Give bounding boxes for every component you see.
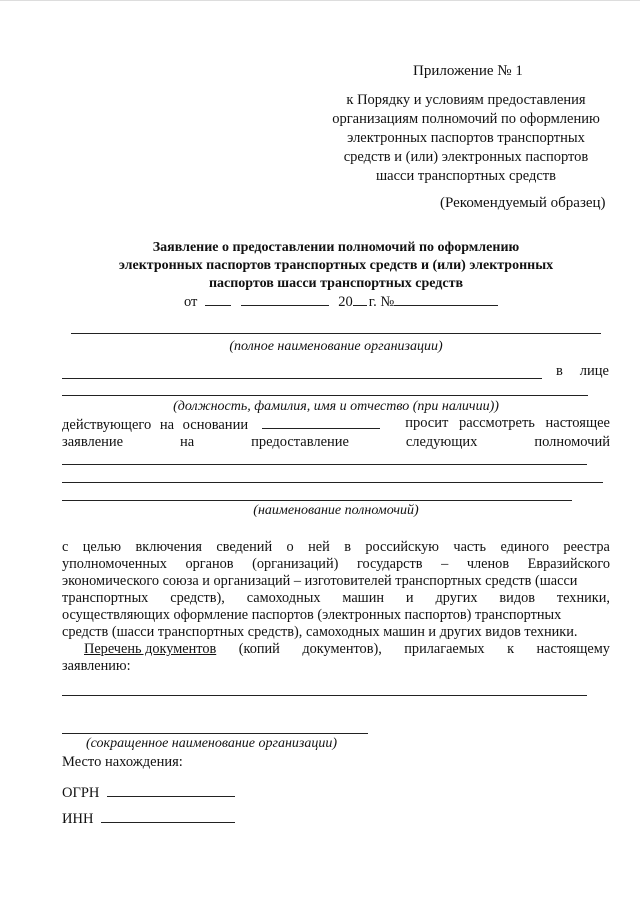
- powers-field-2[interactable]: [62, 482, 603, 483]
- title-line: паспортов шасси транспортных средств: [208, 276, 464, 291]
- title-line: Заявление о предоставлении полномочий по оформлению: [152, 240, 520, 255]
- word: (организаций): [252, 556, 339, 572]
- ref-line: электронных паспортов транспортных: [347, 130, 585, 146]
- word: российскую: [365, 539, 439, 555]
- word: машин: [342, 590, 384, 606]
- word: других: [435, 590, 478, 606]
- represented-by-field[interactable]: [62, 378, 542, 379]
- day-field[interactable]: [205, 292, 231, 306]
- paragraph-line: заявлению:: [62, 658, 131, 674]
- word: самоходных: [246, 590, 321, 606]
- word: ней: [308, 539, 330, 555]
- paragraph-line: [62, 556, 610, 573]
- word: транспортных: [62, 590, 149, 606]
- word: заявление: [62, 434, 124, 450]
- paragraph-line: средств (шасси транспортных средств), самоходных машин и других видов техники.: [62, 624, 578, 640]
- org-name-field[interactable]: [71, 333, 601, 334]
- word: государств: [356, 556, 423, 572]
- word: техники,: [556, 590, 610, 606]
- month-field[interactable]: [241, 292, 329, 306]
- ref-line: средств и (или) электронных паспортов: [343, 149, 589, 165]
- word: Евразийского: [527, 556, 610, 572]
- ref-line: организациям полномочий по оформлению: [332, 111, 600, 127]
- inn-field[interactable]: [101, 809, 235, 823]
- date-number-line: [184, 292, 498, 311]
- word: в: [344, 539, 351, 555]
- word: полномочий: [534, 434, 610, 450]
- basis-line: [62, 415, 610, 434]
- word: прилагаемых: [404, 641, 485, 657]
- word: часть: [453, 539, 487, 555]
- paragraph-line: [62, 590, 610, 607]
- ogrn-field[interactable]: [107, 783, 235, 797]
- word: к: [507, 641, 515, 657]
- date-prefix: от: [184, 294, 198, 310]
- word: сведений: [216, 539, 273, 555]
- ogrn-row: [62, 783, 235, 802]
- word: –: [441, 556, 449, 572]
- number-field[interactable]: [394, 292, 498, 306]
- title-line: электронных паспортов транспортных средств и (или) электронных: [118, 258, 554, 273]
- word: с: [62, 539, 69, 555]
- word: целью: [82, 539, 122, 555]
- word: настоящему: [536, 641, 610, 657]
- word: включения: [135, 539, 202, 555]
- short-name-caption: (сокращенное наименование организации): [86, 736, 338, 751]
- year-prefix: 20: [338, 294, 353, 310]
- appendix-label: Приложение № 1: [413, 63, 523, 79]
- word: о: [286, 539, 294, 555]
- paragraph-line: [62, 539, 610, 556]
- in-person-label: [556, 363, 609, 380]
- powers-caption: (наименование полномочий): [253, 503, 419, 518]
- documents-field[interactable]: [62, 695, 587, 696]
- word: (копий: [238, 641, 280, 657]
- inn-label: ИНН: [62, 811, 94, 827]
- documents-list-heading: Перечень документов: [84, 641, 217, 657]
- word: на: [180, 434, 195, 450]
- org-name-caption: (полное наименование организации): [229, 339, 443, 354]
- word: членов: [466, 556, 510, 572]
- documents-paragraph: [62, 641, 610, 675]
- person-field[interactable]: [62, 395, 588, 396]
- paragraph-line: экономического союза и организаций – изготовителей транспортных средств (шасси: [62, 573, 578, 589]
- word: документов),: [302, 641, 382, 657]
- word: средств),: [170, 590, 225, 606]
- paragraph-line: [62, 641, 610, 658]
- purpose-paragraph: [62, 539, 610, 641]
- word: уполномоченных: [62, 556, 167, 572]
- basis-text: действующего на основании: [62, 417, 249, 433]
- word: видов: [499, 590, 535, 606]
- year-field[interactable]: [353, 292, 367, 306]
- statement-line: [62, 434, 610, 451]
- ogrn-label: ОГРН: [62, 785, 100, 801]
- ref-line: к Порядку и условиям предоставления: [346, 92, 586, 108]
- inn-row: [62, 809, 235, 828]
- person-caption: (должность, фамилия, имя и отчество (при наличии)): [173, 399, 499, 414]
- powers-field-3[interactable]: [62, 500, 572, 501]
- location-label: Место нахождения:: [62, 754, 183, 770]
- powers-field-1[interactable]: [62, 464, 587, 465]
- request-text: просит рассмотреть настоящее: [405, 415, 610, 431]
- sample-note: (Рекомендуемый образец): [440, 195, 606, 211]
- ref-line: шасси транспортных средств: [376, 168, 556, 184]
- document-title: [60, 239, 612, 293]
- word: в: [556, 363, 563, 379]
- number-prefix: г. №: [368, 294, 395, 310]
- word: предоставление: [251, 434, 349, 450]
- paragraph-line: осуществляющих оформление паспортов (электронных паспортов) транспортных: [62, 607, 562, 623]
- appendix-reference: [320, 91, 612, 186]
- basis-field[interactable]: [262, 415, 380, 429]
- word: единого: [500, 539, 549, 555]
- word: органов: [185, 556, 234, 572]
- word: следующих: [405, 434, 478, 450]
- short-name-field[interactable]: [62, 733, 368, 734]
- word: и: [405, 590, 414, 606]
- word: лице: [579, 363, 609, 379]
- word: реестра: [563, 539, 610, 555]
